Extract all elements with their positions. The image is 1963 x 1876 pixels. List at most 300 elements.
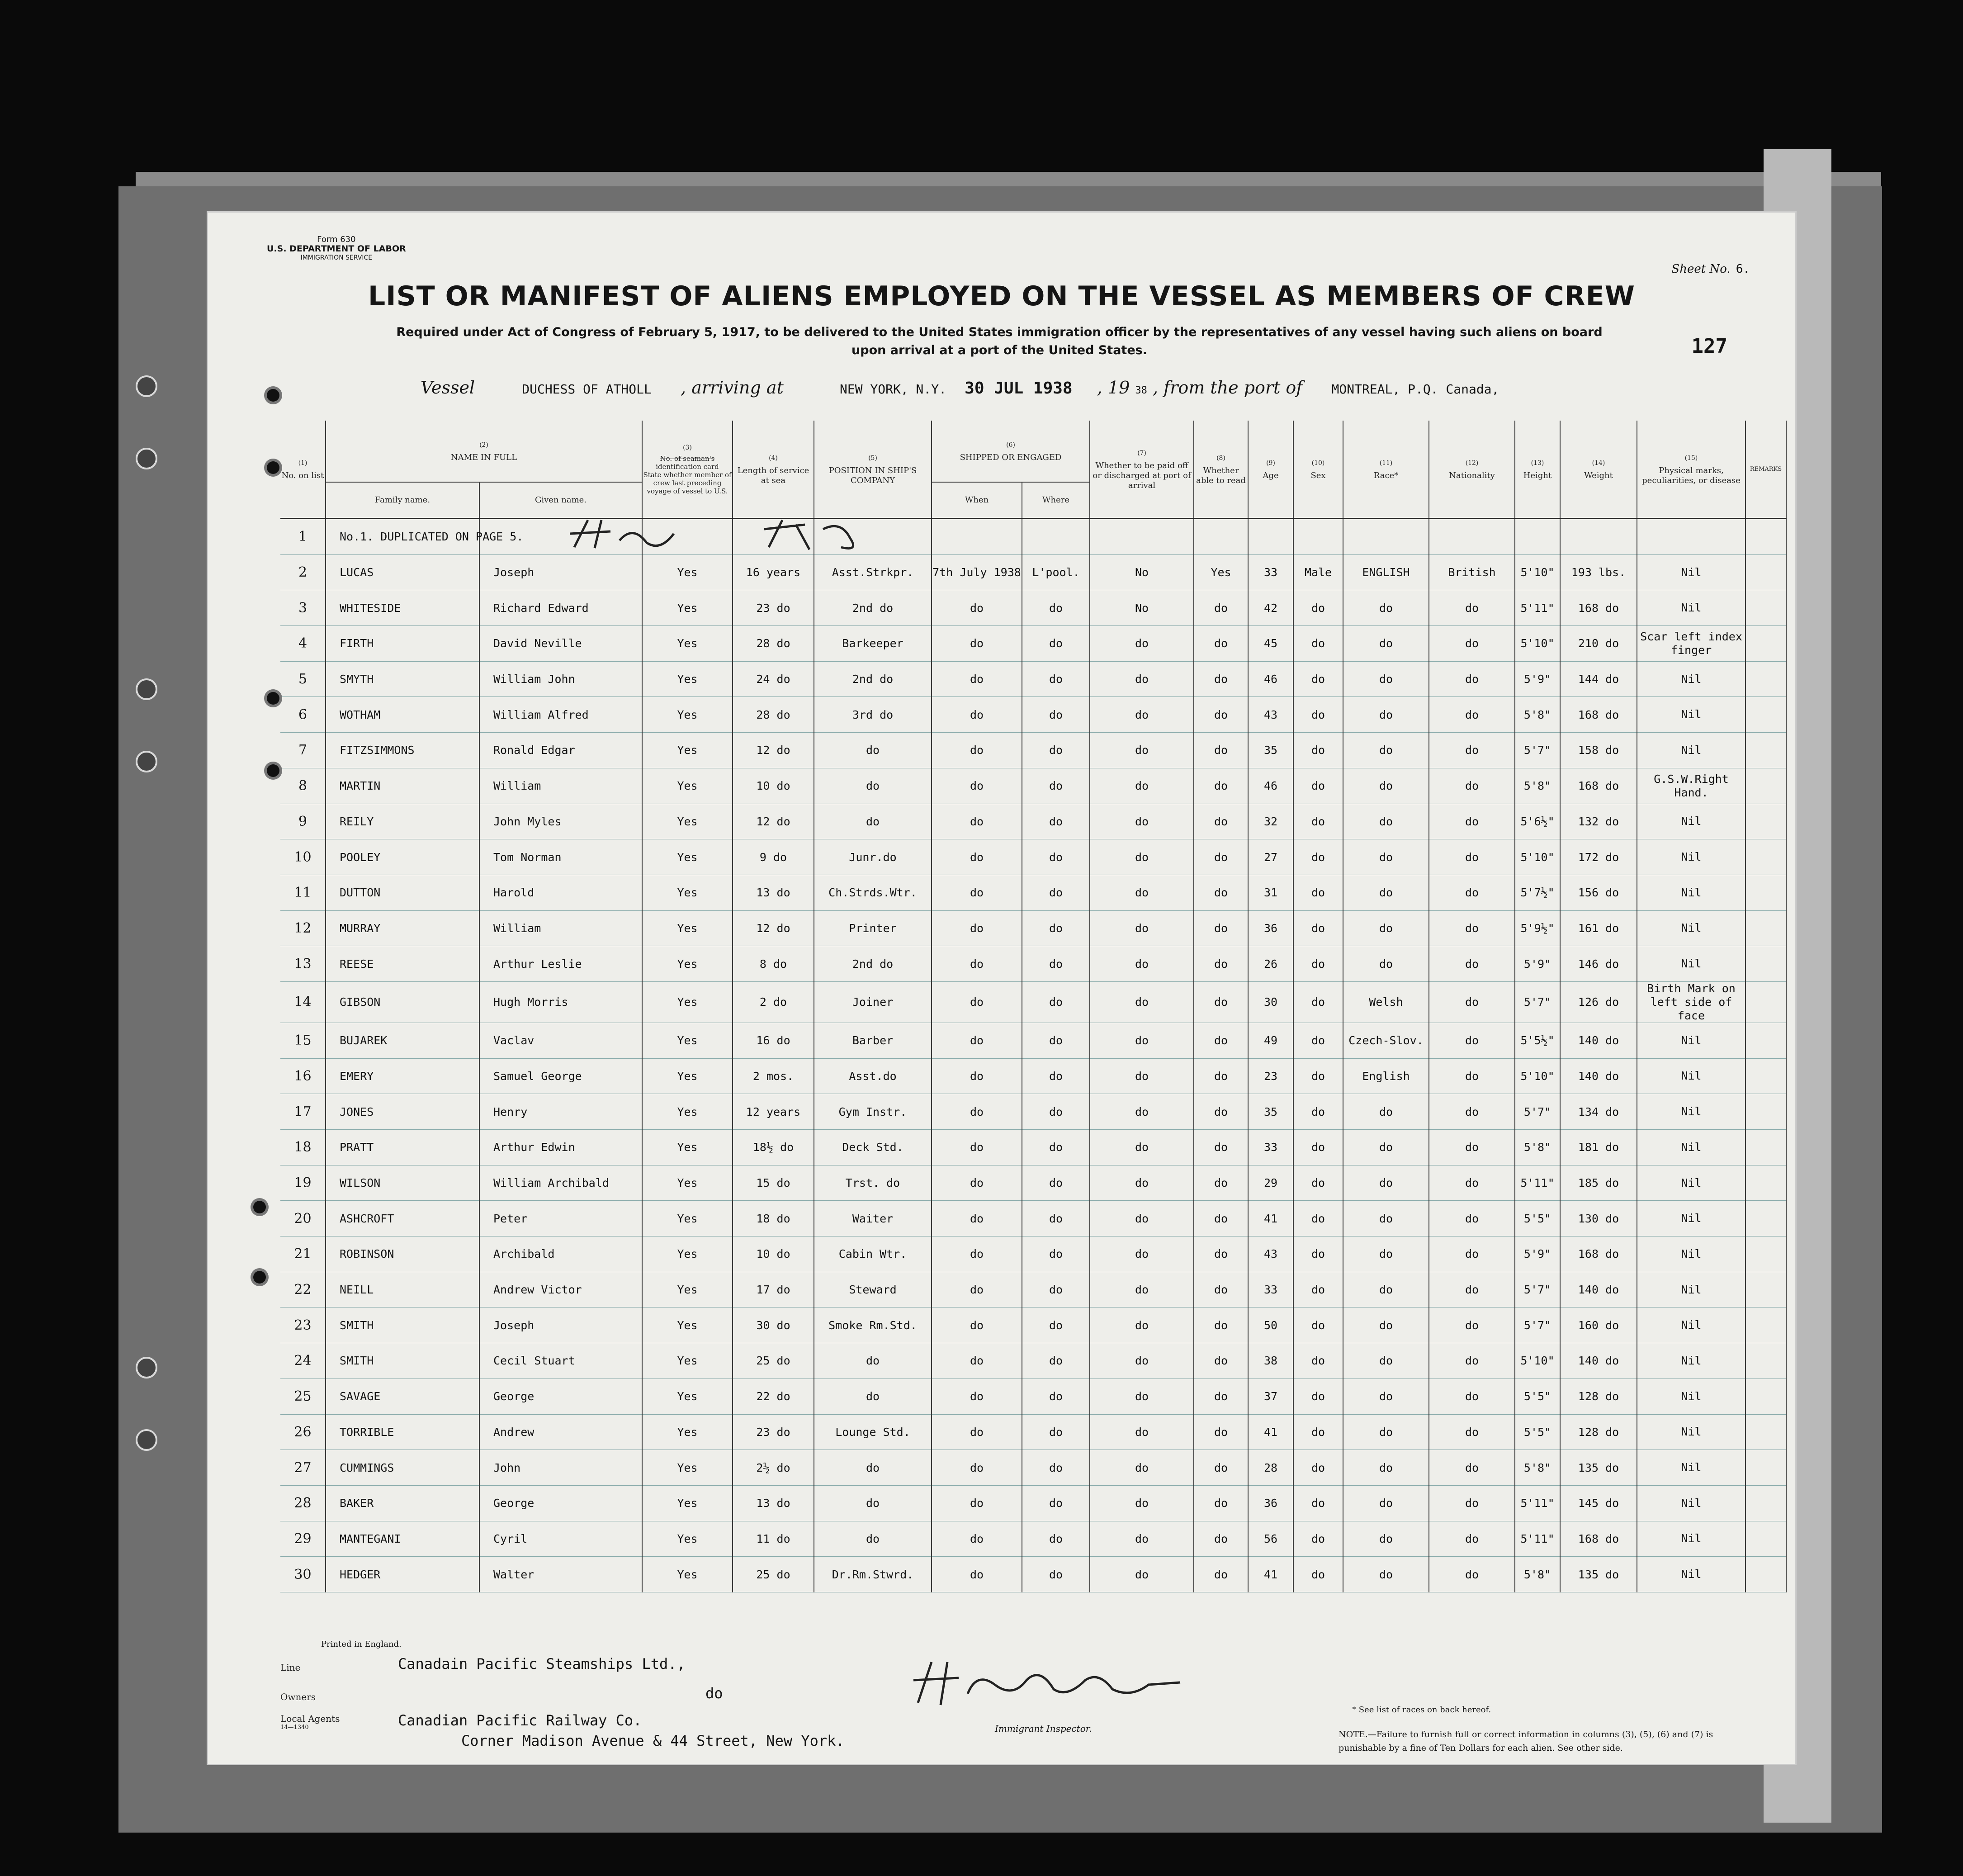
cell-marks: Nil bbox=[1637, 590, 1745, 626]
cell-service: 12 years bbox=[733, 1094, 814, 1130]
cell-no: 12 bbox=[280, 910, 326, 946]
cell-weight: 158 do bbox=[1560, 733, 1637, 768]
cell-when: do bbox=[932, 733, 1022, 768]
cell-paid: do bbox=[1090, 1272, 1194, 1308]
handwritten-initials bbox=[570, 516, 895, 552]
cell-family: JONES bbox=[326, 1094, 479, 1130]
cell-height: 5'5" bbox=[1515, 1379, 1560, 1414]
cell-position: Steward bbox=[814, 1272, 932, 1308]
cell-when: do bbox=[932, 804, 1022, 839]
department-name: U.S. DEPARTMENT OF LABOR bbox=[267, 244, 406, 254]
cell-given: Tom Norman bbox=[479, 839, 642, 875]
cell-read: do bbox=[1194, 626, 1248, 662]
cell-no: 20 bbox=[280, 1201, 326, 1236]
cell-paid: do bbox=[1090, 1094, 1194, 1130]
cell-no: 5 bbox=[280, 661, 326, 697]
cell-sex: do bbox=[1293, 875, 1343, 910]
cell-when: do bbox=[932, 626, 1022, 662]
cell-service: 17 do bbox=[733, 1272, 814, 1308]
cell-where: do bbox=[1022, 626, 1090, 662]
cell-paid: do bbox=[1090, 1379, 1194, 1414]
sheet-value: 6. bbox=[1736, 262, 1750, 276]
cell-read: do bbox=[1194, 661, 1248, 697]
cell-paid: do bbox=[1090, 1201, 1194, 1236]
cell-age: 43 bbox=[1248, 1236, 1293, 1272]
cell-family: PRATT bbox=[326, 1130, 479, 1165]
cell-when: do bbox=[932, 1058, 1022, 1094]
cell-prev: Yes bbox=[642, 1485, 733, 1521]
cell-where: do bbox=[1022, 590, 1090, 626]
cell-read: do bbox=[1194, 804, 1248, 839]
vessel-line bbox=[421, 378, 1499, 398]
cell-paid: do bbox=[1090, 910, 1194, 946]
cell-marks: Nil bbox=[1637, 1130, 1745, 1165]
cell-given: William John bbox=[479, 661, 642, 697]
cell-age: 36 bbox=[1248, 1485, 1293, 1521]
cell-when: do bbox=[932, 661, 1022, 697]
col-remarks-header: REMARKS bbox=[1745, 421, 1786, 519]
cell-race: do bbox=[1343, 1343, 1429, 1379]
cell-service: 23 do bbox=[733, 1414, 814, 1450]
cell-sex: do bbox=[1293, 1343, 1343, 1379]
table-row bbox=[280, 768, 1786, 804]
cell-family: WHITESIDE bbox=[326, 590, 479, 626]
vessel-label: Vessel bbox=[421, 378, 475, 398]
cell-age: 46 bbox=[1248, 768, 1293, 804]
cell-sex: do bbox=[1293, 981, 1343, 1023]
cell-where: do bbox=[1022, 1414, 1090, 1450]
cell-race: do bbox=[1343, 1201, 1429, 1236]
cell-paid: do bbox=[1090, 1450, 1194, 1486]
cell-position: Cabin Wtr. bbox=[814, 1236, 932, 1272]
cell-read: do bbox=[1194, 1058, 1248, 1094]
cell-remarks bbox=[1745, 1414, 1786, 1450]
cell-sex: do bbox=[1293, 1236, 1343, 1272]
agents-value-2: Corner Madison Avenue & 44 Street, New York. bbox=[461, 1732, 845, 1749]
cell-prev: Yes bbox=[642, 1557, 733, 1592]
col-position-header: (5) POSITION IN SHIP'S COMPANY bbox=[814, 421, 932, 519]
cell-family: POOLEY bbox=[326, 839, 479, 875]
cell-paid: do bbox=[1090, 626, 1194, 662]
cell-paid: do bbox=[1090, 839, 1194, 875]
cell-where: do bbox=[1022, 1450, 1090, 1486]
cell-read: do bbox=[1194, 1272, 1248, 1308]
cell-nationality: do bbox=[1429, 1130, 1515, 1165]
cell-sex: do bbox=[1293, 626, 1343, 662]
cell-service: 18½ do bbox=[733, 1130, 814, 1165]
cell-nationality: do bbox=[1429, 1343, 1515, 1379]
table-row bbox=[280, 946, 1786, 982]
cell-read: do bbox=[1194, 1379, 1248, 1414]
cell-given: Arthur Edwin bbox=[479, 1130, 642, 1165]
cell-family: DUTTON bbox=[326, 875, 479, 910]
table-row bbox=[280, 519, 1786, 555]
cell-when: do bbox=[932, 697, 1022, 733]
cell-remarks bbox=[1745, 1058, 1786, 1094]
cell-age: 41 bbox=[1248, 1201, 1293, 1236]
table-row bbox=[280, 1450, 1786, 1486]
col-nationality-header: (12) Nationality bbox=[1429, 421, 1515, 519]
cell-remarks bbox=[1745, 1130, 1786, 1165]
cell-family: No.1. DUPLICATED ON PAGE 5. bbox=[326, 519, 479, 555]
cell-family: BAKER bbox=[326, 1485, 479, 1521]
cell-paid: do bbox=[1090, 946, 1194, 982]
cell-nationality: do bbox=[1429, 946, 1515, 982]
col-read-header: (8) Whether able to read bbox=[1194, 421, 1248, 519]
binder-hole bbox=[136, 375, 157, 397]
cell-no: 7 bbox=[280, 733, 326, 768]
cell-paid: do bbox=[1090, 1485, 1194, 1521]
cell-height: 5'7" bbox=[1515, 1094, 1560, 1130]
cell-marks: Nil bbox=[1637, 1236, 1745, 1272]
cell-family: REESE bbox=[326, 946, 479, 982]
cell-weight: 168 do bbox=[1560, 768, 1637, 804]
cell-where: do bbox=[1022, 1236, 1090, 1272]
cell-sex: do bbox=[1293, 590, 1343, 626]
cell-weight: 168 do bbox=[1560, 1236, 1637, 1272]
agents-code: 14—1340 bbox=[280, 1724, 309, 1731]
cell-prev: Yes bbox=[642, 839, 733, 875]
table-row bbox=[280, 839, 1786, 875]
cell-age bbox=[1248, 519, 1293, 555]
cell-read: do bbox=[1194, 1023, 1248, 1058]
cell-height: 5'9½" bbox=[1515, 910, 1560, 946]
cell-prev: Yes bbox=[642, 1130, 733, 1165]
cell-prev: Yes bbox=[642, 590, 733, 626]
cell-age: 49 bbox=[1248, 1023, 1293, 1058]
cell-paid: do bbox=[1090, 1557, 1194, 1592]
cell-paid: do bbox=[1090, 1308, 1194, 1343]
col-name-header: (2) NAME IN FULL bbox=[326, 421, 642, 482]
cell-no: 17 bbox=[280, 1094, 326, 1130]
cell-nationality: do bbox=[1429, 839, 1515, 875]
cell-no: 30 bbox=[280, 1557, 326, 1592]
cell-sex: do bbox=[1293, 910, 1343, 946]
cell-prev: Yes bbox=[642, 768, 733, 804]
cell-given: Joseph bbox=[479, 1308, 642, 1343]
cell-where: do bbox=[1022, 768, 1090, 804]
cell-race: do bbox=[1343, 1557, 1429, 1592]
cell-no: 28 bbox=[280, 1485, 326, 1521]
cell-given: Ronald Edgar bbox=[479, 733, 642, 768]
col-marks-header: (15) Physical marks, peculiarities, or disease bbox=[1637, 421, 1745, 519]
cell-height: 5'8" bbox=[1515, 1130, 1560, 1165]
cell-no: 21 bbox=[280, 1236, 326, 1272]
agents-label bbox=[280, 1714, 340, 1732]
cell-remarks bbox=[1745, 697, 1786, 733]
cell-family: EMERY bbox=[326, 1058, 479, 1094]
cell-prev: Yes bbox=[642, 1414, 733, 1450]
cell-when: do bbox=[932, 1485, 1022, 1521]
cell-read: do bbox=[1194, 1094, 1248, 1130]
cell-remarks bbox=[1745, 1165, 1786, 1201]
cell-family: LUCAS bbox=[326, 554, 479, 590]
cell-sex: do bbox=[1293, 1023, 1343, 1058]
cell-height: 5'8" bbox=[1515, 697, 1560, 733]
cell-marks: Nil bbox=[1637, 554, 1745, 590]
cell-height: 5'10" bbox=[1515, 1343, 1560, 1379]
cell-paid: do bbox=[1090, 1130, 1194, 1165]
cell-read: do bbox=[1194, 1343, 1248, 1379]
cell-no: 25 bbox=[280, 1379, 326, 1414]
cell-weight: 160 do bbox=[1560, 1308, 1637, 1343]
cell-service: 12 do bbox=[733, 733, 814, 768]
cell-remarks bbox=[1745, 1485, 1786, 1521]
cell-marks bbox=[1637, 519, 1745, 555]
cell-prev: Yes bbox=[642, 697, 733, 733]
cell-where: do bbox=[1022, 1379, 1090, 1414]
page-number: 127 bbox=[1691, 335, 1727, 358]
vessel-name: DUCHESS OF ATHOLL bbox=[522, 382, 652, 397]
cell-no: 3 bbox=[280, 590, 326, 626]
cell-remarks bbox=[1745, 1094, 1786, 1130]
cell-when: do bbox=[932, 910, 1022, 946]
penalty-note: NOTE.—Failure to furnish full or correct information in columns (3), (5), (6) and (7) is punishable by a fine of Ten Dollars for each alien. See other side. bbox=[1339, 1729, 1713, 1753]
cell-when: do bbox=[932, 1450, 1022, 1486]
cell-service: 2½ do bbox=[733, 1450, 814, 1486]
cell-service: 12 do bbox=[733, 910, 814, 946]
cell-read: do bbox=[1194, 875, 1248, 910]
cell-sex: do bbox=[1293, 1557, 1343, 1592]
cell-remarks bbox=[1745, 1379, 1786, 1414]
cell-weight: 134 do bbox=[1560, 1094, 1637, 1130]
cell-read: do bbox=[1194, 1521, 1248, 1557]
cell-weight bbox=[1560, 519, 1637, 555]
cell-no: 23 bbox=[280, 1308, 326, 1343]
cell-service: 13 do bbox=[733, 875, 814, 910]
cell-height: 5'8" bbox=[1515, 768, 1560, 804]
cell-position: Printer bbox=[814, 910, 932, 946]
cell-nationality: do bbox=[1429, 626, 1515, 662]
cell-sex: do bbox=[1293, 1485, 1343, 1521]
cell-prev: Yes bbox=[642, 981, 733, 1023]
cell-given: Peter bbox=[479, 1201, 642, 1236]
cell-read: do bbox=[1194, 590, 1248, 626]
col-race-header: (11) Race* bbox=[1343, 421, 1429, 519]
cell-marks: Nil bbox=[1637, 910, 1745, 946]
table-row bbox=[280, 1343, 1786, 1379]
cell-weight: 156 do bbox=[1560, 875, 1637, 910]
cell-service: 10 do bbox=[733, 768, 814, 804]
cell-where: do bbox=[1022, 1023, 1090, 1058]
cell-marks: Nil bbox=[1637, 1557, 1745, 1592]
cell-remarks bbox=[1745, 839, 1786, 875]
cell-nationality bbox=[1429, 519, 1515, 555]
cell-marks: Nil bbox=[1637, 1521, 1745, 1557]
cell-paid: do bbox=[1090, 697, 1194, 733]
cell-service: 15 do bbox=[733, 1165, 814, 1201]
cell-given: Joseph bbox=[479, 554, 642, 590]
cell-nationality: do bbox=[1429, 1201, 1515, 1236]
cell-age: 41 bbox=[1248, 1414, 1293, 1450]
cell-paid: do bbox=[1090, 1165, 1194, 1201]
cell-marks: Nil bbox=[1637, 661, 1745, 697]
cell-race: do bbox=[1343, 697, 1429, 733]
cell-age: 33 bbox=[1248, 1130, 1293, 1165]
cell-when: do bbox=[932, 590, 1022, 626]
manifest-sheet bbox=[208, 213, 1795, 1764]
cell-prev: Yes bbox=[642, 1023, 733, 1058]
cell-where: do bbox=[1022, 1094, 1090, 1130]
cell-sex: do bbox=[1293, 946, 1343, 982]
cell-race: Welsh bbox=[1343, 981, 1429, 1023]
cell-marks: Nil bbox=[1637, 1023, 1745, 1058]
cell-sex: do bbox=[1293, 733, 1343, 768]
cell-family: BUJAREK bbox=[326, 1023, 479, 1058]
cell-nationality: do bbox=[1429, 733, 1515, 768]
cell-no: 14 bbox=[280, 981, 326, 1023]
cell-when: do bbox=[932, 1023, 1022, 1058]
cell-prev: Yes bbox=[642, 1272, 733, 1308]
cell-position: Barkeeper bbox=[814, 626, 932, 662]
cell-service: 23 do bbox=[733, 590, 814, 626]
cell-position: 3rd do bbox=[814, 697, 932, 733]
arriving-label: , arriving at bbox=[681, 378, 784, 398]
cell-marks: Nil bbox=[1637, 697, 1745, 733]
cell-age: 23 bbox=[1248, 1058, 1293, 1094]
page-title: LIST OR MANIFEST OF ALIENS EMPLOYED ON THE VESSEL AS MEMBERS OF CREW bbox=[368, 280, 1635, 312]
cell-no: 4 bbox=[280, 626, 326, 662]
agents-label-text: Local Agents bbox=[280, 1713, 340, 1724]
cell-remarks bbox=[1745, 768, 1786, 804]
cell-no: 29 bbox=[280, 1521, 326, 1557]
cell-nationality: do bbox=[1429, 910, 1515, 946]
cell-nationality: do bbox=[1429, 1165, 1515, 1201]
from-label: , from the port of bbox=[1152, 378, 1303, 398]
cell-where: do bbox=[1022, 875, 1090, 910]
cell-no: 10 bbox=[280, 839, 326, 875]
cell-remarks bbox=[1745, 875, 1786, 910]
cell-height: 5'10" bbox=[1515, 839, 1560, 875]
col-no-header: (1) No. on list bbox=[280, 421, 326, 519]
cell-height bbox=[1515, 519, 1560, 555]
col-height-header: (13) Height bbox=[1515, 421, 1560, 519]
cell-family: HEDGER bbox=[326, 1557, 479, 1592]
cell-prev: Yes bbox=[642, 1379, 733, 1414]
header-row bbox=[280, 421, 1786, 482]
cell-height: 5'7½" bbox=[1515, 875, 1560, 910]
cell-given: Walter bbox=[479, 1557, 642, 1592]
cell-when: do bbox=[932, 1236, 1022, 1272]
cell-position: Dr.Rm.Stwrd. bbox=[814, 1557, 932, 1592]
printed-in-note: Printed in England. bbox=[321, 1639, 402, 1649]
cell-marks: G.S.W.Right Hand. bbox=[1637, 768, 1745, 804]
cell-where: do bbox=[1022, 1165, 1090, 1201]
cell-race: do bbox=[1343, 1130, 1429, 1165]
cell-given: William Alfred bbox=[479, 697, 642, 733]
cell-where: L'pool. bbox=[1022, 554, 1090, 590]
cell-read: do bbox=[1194, 910, 1248, 946]
cell-read: do bbox=[1194, 1165, 1248, 1201]
cell-nationality: do bbox=[1429, 1236, 1515, 1272]
cell-marks: Nil bbox=[1637, 804, 1745, 839]
cell-where: do bbox=[1022, 1201, 1090, 1236]
agents-value-1: Canadian Pacific Railway Co. bbox=[398, 1712, 642, 1729]
cell-sex: do bbox=[1293, 661, 1343, 697]
cell-no: 22 bbox=[280, 1272, 326, 1308]
cell-nationality: do bbox=[1429, 1308, 1515, 1343]
cell-remarks bbox=[1745, 946, 1786, 982]
cell-weight: 126 do bbox=[1560, 981, 1637, 1023]
cell-position: 2nd do bbox=[814, 661, 932, 697]
cell-no: 13 bbox=[280, 946, 326, 982]
cell-marks: Birth Mark on left side of face bbox=[1637, 981, 1745, 1023]
cell-marks: Scar left index finger bbox=[1637, 626, 1745, 662]
cell-marks: Nil bbox=[1637, 733, 1745, 768]
cell-family: FIRTH bbox=[326, 626, 479, 662]
cell-marks: Nil bbox=[1637, 1272, 1745, 1308]
arrival-date-stamp: 30 JUL 1938 bbox=[965, 379, 1073, 398]
cell-service: 28 do bbox=[733, 626, 814, 662]
table-row bbox=[280, 875, 1786, 910]
cell-no: 11 bbox=[280, 875, 326, 910]
cell-marks: Nil bbox=[1637, 1094, 1745, 1130]
form-number: Form 630 bbox=[317, 235, 356, 244]
cell-nationality: do bbox=[1429, 875, 1515, 910]
cell-nationality: do bbox=[1429, 1557, 1515, 1592]
cell-remarks bbox=[1745, 519, 1786, 555]
cell-weight: 135 do bbox=[1560, 1557, 1637, 1592]
cell-weight: 132 do bbox=[1560, 804, 1637, 839]
cell-no: 18 bbox=[280, 1130, 326, 1165]
cell-nationality: do bbox=[1429, 661, 1515, 697]
cell-paid: No bbox=[1090, 554, 1194, 590]
cell-no: 6 bbox=[280, 697, 326, 733]
cell-when: do bbox=[932, 1130, 1022, 1165]
cell-family: ROBINSON bbox=[326, 1236, 479, 1272]
table-row bbox=[280, 1165, 1786, 1201]
owners-value: do bbox=[705, 1685, 723, 1702]
table-row bbox=[280, 554, 1786, 590]
cell-given: David Neville bbox=[479, 626, 642, 662]
cell-prev: Yes bbox=[642, 1521, 733, 1557]
table-row bbox=[280, 910, 1786, 946]
cell-sex bbox=[1293, 519, 1343, 555]
cell-paid: do bbox=[1090, 1343, 1194, 1379]
cell-sex: Male bbox=[1293, 554, 1343, 590]
cell-service: 28 do bbox=[733, 697, 814, 733]
cell-read: do bbox=[1194, 733, 1248, 768]
cell-position: do bbox=[814, 1521, 932, 1557]
cell-marks: Nil bbox=[1637, 1058, 1745, 1094]
cell-where: do bbox=[1022, 804, 1090, 839]
cell-remarks bbox=[1745, 661, 1786, 697]
cell-no: 1 bbox=[280, 519, 326, 555]
cell-service: 24 do bbox=[733, 661, 814, 697]
rivet bbox=[267, 692, 279, 705]
cell-age: 33 bbox=[1248, 554, 1293, 590]
cell-given: Richard Edward bbox=[479, 590, 642, 626]
cell-nationality: do bbox=[1429, 1485, 1515, 1521]
cell-sex: do bbox=[1293, 1379, 1343, 1414]
cell-weight: 140 do bbox=[1560, 1058, 1637, 1094]
cell-race: do bbox=[1343, 1521, 1429, 1557]
table-row bbox=[280, 1272, 1786, 1308]
cell-remarks bbox=[1745, 804, 1786, 839]
cell-weight: 140 do bbox=[1560, 1272, 1637, 1308]
page-subtitle: Required under Act of Congress of February 5, 1917, to be delivered to the United States immigration officer by the representatives of any vessel having such aliens on board upon arrival at a port of the United States. bbox=[396, 325, 1603, 357]
cell-family: GIBSON bbox=[326, 981, 479, 1023]
cell-position: do bbox=[814, 768, 932, 804]
cell-no: 26 bbox=[280, 1414, 326, 1450]
col-family-name-header: Family name. bbox=[326, 482, 479, 519]
cell-sex: do bbox=[1293, 1165, 1343, 1201]
cell-family: FITZSIMMONS bbox=[326, 733, 479, 768]
cell-weight: 172 do bbox=[1560, 839, 1637, 875]
cell-height: 5'7" bbox=[1515, 1272, 1560, 1308]
cell-sex: do bbox=[1293, 839, 1343, 875]
cell-height: 5'8" bbox=[1515, 1557, 1560, 1592]
